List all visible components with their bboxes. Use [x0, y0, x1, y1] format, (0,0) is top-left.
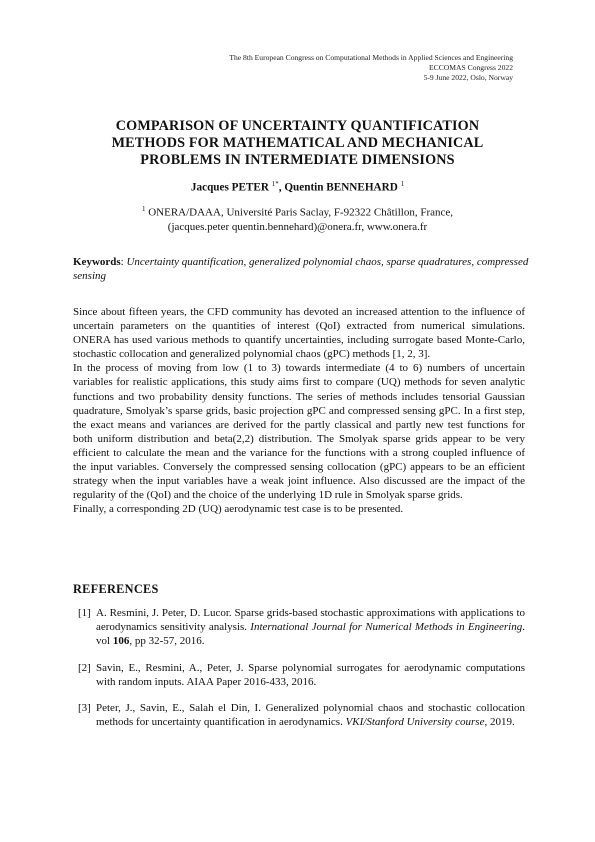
author-2-name: Quentin BENNEHARD [284, 181, 398, 194]
reference-venue: VKI/Stanford University course [345, 716, 485, 729]
author-list [0, 180, 595, 194]
author-1-name: Jacques PETER [190, 181, 269, 194]
keywords-label: Keywords [73, 256, 121, 268]
title-line-3: PROBLEMS IN INTERMEDIATE DIMENSIONS [140, 151, 455, 168]
abstract [73, 305, 525, 516]
reference-pages: , pp 32-57, 2016. [129, 635, 205, 648]
header-line-3: 5-9 June 2022, Oslo, Norway [423, 73, 513, 83]
reference-text: Peter, J., Savin, E., Salah el Din, I. Generalized polynomial chaos and stochastic collocation methods for uncertainty quantification in aerodynamics. [96, 702, 525, 729]
affiliation-line-1 [0, 202, 595, 220]
reference-item [73, 701, 525, 729]
affiliation-institution: ONERA/DAAA, Université Paris Saclay, F-92322 Châtillon, France, [148, 206, 454, 219]
author-2-affiliation-mark: 1 [400, 180, 405, 188]
reference-journal: International Journal for Numerical Methods in Engineering [250, 621, 523, 634]
reference-text: Savin, E., Resmini, A., Peter, J. Sparse polynomial surrogates for aerodynamic computations with random inputs. AIAA Paper 2016-433, 2016. [96, 661, 525, 688]
affiliation-contact: (jacques.peter quentin.bennehard)@onera.fr, www.onera.fr [167, 220, 428, 233]
reference-list [73, 606, 525, 741]
reference-volume: 106 [112, 635, 130, 648]
title-line-2: METHODS FOR MATHEMATICAL AND MECHANICAL [111, 134, 484, 151]
reference-year: , 2019. [484, 716, 515, 729]
author-separator: , [278, 181, 285, 194]
header-line-1: The 8th European Congress on Computational Methods in Applied Sciences and Engineering [229, 53, 513, 62]
references-heading: REFERENCES [73, 582, 159, 596]
reference-text-volume-prefix: . vol [96, 621, 525, 648]
keywords-text: Uncertainty quantification, generalized polynomial chaos, sparse quadratures, compressed sensing [73, 256, 529, 283]
keywords [73, 255, 529, 283]
reference-text: A. Resmini, J. Peter, D. Lucor. Sparse grids-based stochastic approximations with applications to aerodynamics sensitivity analysis. [96, 607, 525, 634]
title-line-1: COMPARISON OF UNCERTAINTY QUANTIFICATION [115, 118, 480, 134]
reference-number: [2] [78, 661, 91, 674]
keywords-separator: : [120, 256, 127, 268]
reference-number: [3] [78, 702, 91, 715]
abstract-paragraph-3: Finally, a corresponding 2D (UQ) aerodynamic test case is to be presented. [73, 503, 404, 516]
affiliation-mark: 1 [141, 205, 146, 213]
paper-title [60, 118, 535, 168]
header-line-2: ECCOMAS Congress 2022 [429, 63, 513, 73]
reference-item [73, 606, 525, 649]
abstract-paragraph-2: In the process of moving from low (1 to 3) towards intermediate (4 to 6) numbers of uncertain variables for realistic applications, this study aims first to compare (UQ) methods for seven analytic functions and two probability density functions. The series of methods includes tensorial Gaussian quadrature, Smolyak’s sparse grids, basic projection gPC and compressed sensing gPC. In a first step, the exact means and variances are derived for the partly classical and partly new test functions for both uniform distribution and beta(2,2) distribution. The Smolyak sparse grids appear to be very efficient to calculate the mean and the variance for the functions with a strong coupled influence of the input variables. Conversely the compressed sensing collocation (gPC) appears to be an efficient strategy when the input variables have a weak joint influence. Also discussed are the impact of the regularity of the (QoI) and the choice of the underlying 1D rule in Smolyak sparse grids. [73, 362, 525, 502]
affiliation [0, 202, 595, 234]
abstract-paragraph-1: Since about fifteen years, the CFD community has devoted an increased attention to the influence of uncertain parameters on the quantities of interest (QoI) extracted from numerical simulations. ONERA has used various methods to quantify uncertainties, including surrogate based Monte-Carlo, stochastic collocation and generalized polynomial chaos (gPC) methods [1, 2, 3]. [73, 306, 525, 361]
reference-item [73, 661, 525, 689]
conference-header [229, 53, 513, 84]
author-1-affiliation-mark: 1* [271, 180, 279, 188]
reference-number: [1] [78, 607, 91, 619]
